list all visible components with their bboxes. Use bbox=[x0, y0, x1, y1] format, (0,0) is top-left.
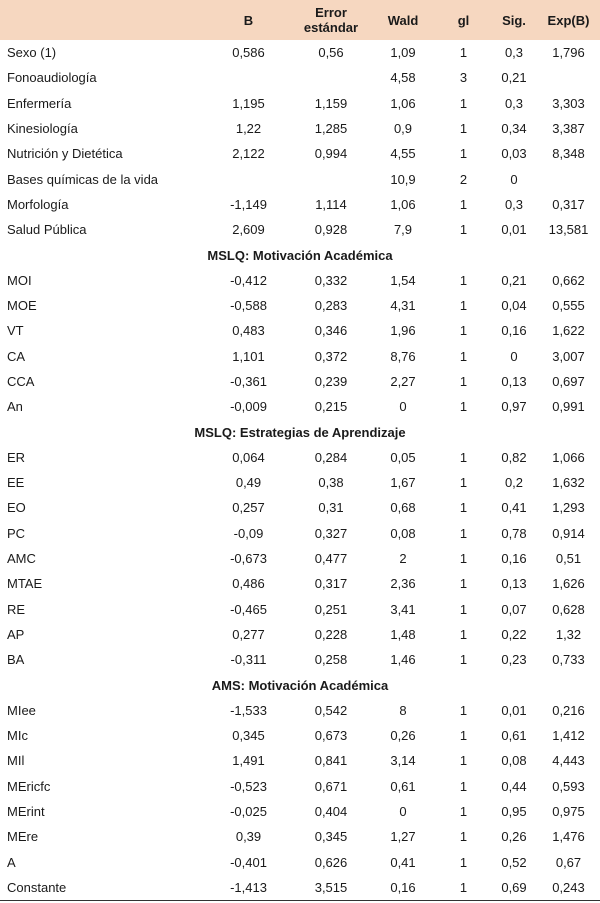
cell-std-error: 1,114 bbox=[315, 196, 347, 212]
table-header-row bbox=[0, 0, 600, 40]
cell-expb bbox=[537, 65, 600, 90]
row-label: Enfermería bbox=[7, 95, 72, 111]
table-row bbox=[0, 394, 600, 419]
cell-b: 0,39 bbox=[235, 829, 262, 845]
cell-expb: 0,51 bbox=[555, 551, 582, 567]
section-title: AMS: Motivación Académica bbox=[211, 677, 389, 693]
row-label: Bases químicas de la vida bbox=[7, 171, 159, 187]
cell-std-error: 0,251 bbox=[314, 601, 348, 617]
section-title: MSLQ: Estrategias de Aprendizaje bbox=[194, 424, 406, 440]
cell-gl: 1 bbox=[459, 323, 468, 339]
cell-wald: 1,48 bbox=[390, 626, 416, 642]
header-variable bbox=[0, 0, 205, 40]
cell-sig: 0,03 bbox=[501, 146, 527, 162]
cell-wald: 4,31 bbox=[390, 298, 416, 314]
cell-b: -0,361 bbox=[230, 374, 267, 389]
header-gl: gl bbox=[457, 12, 470, 28]
cell-sig: 0,21 bbox=[501, 272, 527, 288]
cell-wald: 1,54 bbox=[390, 272, 416, 288]
cell-expb: 3,007 bbox=[552, 348, 585, 364]
cell-b: -0,523 bbox=[230, 778, 267, 794]
cell-sig: 0,3 bbox=[504, 95, 524, 111]
cell-std-error: 0,317 bbox=[314, 576, 348, 592]
row-label: Fonoaudiología bbox=[7, 70, 97, 86]
table-row bbox=[0, 344, 600, 369]
cell-sig: 0,13 bbox=[501, 374, 527, 389]
row-label: A bbox=[7, 854, 16, 870]
cell-gl: 1 bbox=[459, 551, 468, 567]
cell-b: -0,412 bbox=[230, 272, 267, 288]
cell-std-error: 0,283 bbox=[314, 298, 348, 314]
cell-wald: 0,68 bbox=[390, 500, 416, 516]
row-label: Kinesiología bbox=[7, 121, 78, 137]
cell-std-error: 0,626 bbox=[314, 854, 348, 870]
row-label: PC bbox=[7, 525, 26, 541]
cell-std-error: 3,515 bbox=[314, 879, 348, 895]
row-label: MIl bbox=[7, 753, 25, 769]
cell-std-error: 0,258 bbox=[314, 652, 348, 668]
cell-wald: 10,9 bbox=[390, 171, 416, 187]
table-row bbox=[0, 597, 600, 622]
row-label: MEre bbox=[7, 829, 39, 845]
cell-wald: 2 bbox=[399, 551, 407, 567]
cell-std-error: 0,994 bbox=[314, 146, 348, 162]
cell-sig: 0,82 bbox=[501, 449, 527, 465]
cell-expb: 1,476 bbox=[552, 829, 585, 845]
cell-b: 2,122 bbox=[232, 146, 265, 162]
table-row bbox=[0, 546, 600, 571]
cell-gl: 3 bbox=[459, 70, 468, 86]
row-label: Nutrición y Dietética bbox=[7, 146, 123, 162]
cell-expb: 8,348 bbox=[552, 146, 585, 162]
cell-wald: 0,05 bbox=[390, 449, 416, 465]
cell-expb: 13,581 bbox=[548, 222, 589, 238]
table-row bbox=[0, 824, 600, 849]
cell-sig: 0,61 bbox=[501, 728, 527, 744]
cell-gl: 1 bbox=[459, 45, 468, 61]
cell-sig: 0,21 bbox=[501, 70, 527, 86]
cell-gl: 1 bbox=[459, 196, 468, 212]
table-row bbox=[0, 647, 600, 672]
cell-sig: 0,01 bbox=[501, 222, 527, 238]
header-wald: Wald bbox=[387, 12, 419, 28]
row-label: EO bbox=[7, 500, 26, 516]
cell-expb: 0,593 bbox=[552, 778, 585, 794]
cell-b: -0,673 bbox=[230, 551, 267, 567]
cell-wald: 3,41 bbox=[390, 601, 416, 617]
cell-std-error: 0,404 bbox=[314, 804, 348, 820]
cell-expb: 1,066 bbox=[552, 449, 585, 465]
section-title: MSLQ: Motivación Académica bbox=[207, 247, 393, 263]
table-row bbox=[0, 875, 600, 900]
cell-wald: 0 bbox=[399, 399, 407, 415]
cell-std-error: 0,671 bbox=[314, 778, 348, 794]
cell-sig: 0,07 bbox=[501, 601, 527, 617]
cell-wald: 7,9 bbox=[393, 222, 413, 238]
cell-wald: 2,27 bbox=[390, 374, 416, 389]
cell-expb: 4,443 bbox=[552, 753, 585, 769]
table-row bbox=[0, 850, 600, 875]
cell-sig: 0,13 bbox=[501, 576, 527, 592]
row-label: MEricfc bbox=[7, 778, 51, 794]
cell-expb: 3,387 bbox=[552, 121, 585, 137]
row-label: MTAE bbox=[7, 576, 43, 592]
cell-wald: 4,58 bbox=[390, 70, 416, 86]
row-label: BA bbox=[7, 652, 25, 668]
cell-b: -0,588 bbox=[230, 298, 267, 314]
cell-expb: 0,628 bbox=[552, 601, 585, 617]
cell-expb: 1,293 bbox=[552, 500, 585, 516]
cell-expb: 0,67 bbox=[555, 854, 582, 870]
cell-sig: 0,26 bbox=[501, 829, 527, 845]
row-label: CA bbox=[7, 348, 26, 364]
header-b: B bbox=[243, 12, 254, 28]
cell-expb: 1,632 bbox=[552, 475, 585, 491]
cell-gl: 1 bbox=[459, 829, 468, 845]
table-row bbox=[0, 268, 600, 293]
cell-sig: 0,2 bbox=[504, 475, 524, 491]
cell-b bbox=[205, 166, 292, 191]
cell-gl: 1 bbox=[459, 222, 468, 238]
cell-std-error: 1,159 bbox=[314, 95, 348, 111]
cell-expb: 0,243 bbox=[552, 879, 585, 895]
cell-wald: 0,61 bbox=[390, 778, 416, 794]
table-row bbox=[0, 369, 600, 394]
cell-b: -0,401 bbox=[230, 854, 267, 870]
cell-gl: 1 bbox=[459, 348, 468, 364]
section-header-row bbox=[0, 672, 600, 697]
table-row bbox=[0, 116, 600, 141]
cell-b bbox=[205, 65, 292, 90]
cell-b: -1,533 bbox=[230, 702, 267, 718]
cell-std-error: 0,346 bbox=[314, 323, 348, 339]
section-header-row bbox=[0, 419, 600, 444]
cell-b: 0,586 bbox=[232, 45, 265, 61]
cell-gl: 1 bbox=[459, 854, 468, 870]
cell-wald: 8,76 bbox=[390, 348, 416, 364]
cell-gl: 1 bbox=[459, 804, 468, 820]
cell-b: 0,064 bbox=[232, 449, 265, 465]
header-expb: Exp(B) bbox=[547, 12, 590, 28]
table-row bbox=[0, 470, 600, 495]
row-label: AP bbox=[7, 626, 25, 642]
cell-std-error: 0,345 bbox=[314, 829, 348, 845]
cell-std-error: 1,285 bbox=[314, 121, 348, 137]
cell-sig: 0,01 bbox=[501, 702, 527, 718]
table-row bbox=[0, 774, 600, 799]
cell-gl: 1 bbox=[459, 728, 468, 744]
cell-expb: 0,662 bbox=[552, 272, 585, 288]
cell-expb: 1,412 bbox=[552, 728, 585, 744]
cell-gl: 1 bbox=[459, 702, 468, 718]
row-label: AMC bbox=[7, 551, 36, 567]
cell-std-error: 0,284 bbox=[314, 449, 348, 465]
cell-expb: 1,32 bbox=[555, 626, 582, 642]
row-label: MErint bbox=[7, 804, 45, 820]
cell-gl: 1 bbox=[459, 121, 468, 137]
cell-wald: 0,26 bbox=[390, 728, 416, 744]
row-label: Morfología bbox=[7, 196, 69, 212]
cell-expb: 1,796 bbox=[552, 45, 585, 61]
cell-sig: 0 bbox=[510, 348, 518, 364]
table-row bbox=[0, 166, 600, 191]
cell-b: -0,465 bbox=[230, 601, 267, 617]
cell-wald: 0,41 bbox=[390, 854, 416, 870]
cell-expb: 0,975 bbox=[552, 804, 585, 820]
cell-wald: 0,16 bbox=[390, 879, 416, 895]
cell-std-error: 0,477 bbox=[314, 551, 348, 567]
cell-std-error: 0,239 bbox=[314, 374, 348, 389]
cell-gl: 1 bbox=[459, 298, 468, 314]
row-label: MOI bbox=[7, 272, 32, 288]
cell-sig: 0,3 bbox=[504, 196, 524, 212]
cell-expb: 0,914 bbox=[552, 525, 585, 541]
table-row bbox=[0, 65, 600, 90]
cell-sig: 0,97 bbox=[501, 399, 527, 415]
cell-gl: 1 bbox=[459, 272, 468, 288]
cell-std-error: 0,928 bbox=[314, 222, 348, 238]
cell-sig: 0,69 bbox=[501, 879, 527, 895]
cell-wald: 4,55 bbox=[390, 146, 416, 162]
cell-b: -0,09 bbox=[233, 525, 264, 541]
row-label: Sexo (1) bbox=[7, 45, 57, 61]
cell-gl: 1 bbox=[459, 146, 468, 162]
cell-gl: 1 bbox=[459, 95, 468, 111]
cell-b: 1,101 bbox=[232, 348, 265, 364]
cell-std-error: 0,56 bbox=[318, 45, 344, 61]
cell-b: 1,22 bbox=[235, 121, 262, 137]
cell-expb: 0,733 bbox=[552, 652, 585, 668]
header-std-error: Error estándar bbox=[303, 5, 359, 35]
cell-wald: 1,27 bbox=[390, 829, 416, 845]
cell-wald: 1,06 bbox=[390, 95, 416, 111]
row-label: Salud Pública bbox=[7, 222, 87, 238]
cell-std-error: 0,673 bbox=[314, 728, 348, 744]
cell-sig: 0,78 bbox=[501, 525, 527, 541]
cell-wald: 1,67 bbox=[390, 475, 416, 491]
row-label: ER bbox=[7, 449, 26, 465]
section-header-row bbox=[0, 242, 600, 267]
cell-sig: 0,08 bbox=[501, 753, 527, 769]
cell-expb: 0,555 bbox=[552, 298, 585, 314]
table-row bbox=[0, 91, 600, 116]
cell-gl: 1 bbox=[459, 601, 468, 617]
cell-b: 0,277 bbox=[232, 626, 265, 642]
header-sig: Sig. bbox=[502, 12, 526, 28]
cell-b: -1,149 bbox=[230, 196, 267, 212]
cell-b: -1,413 bbox=[230, 879, 267, 895]
table-row bbox=[0, 723, 600, 748]
cell-sig: 0,23 bbox=[501, 652, 527, 668]
cell-std-error: 0,841 bbox=[314, 753, 348, 769]
cell-wald: 1,09 bbox=[390, 45, 416, 61]
cell-wald: 3,14 bbox=[390, 753, 416, 769]
cell-sig: 0,16 bbox=[501, 551, 527, 567]
cell-sig: 0,44 bbox=[501, 778, 527, 794]
cell-sig: 0,16 bbox=[501, 323, 527, 339]
cell-sig: 0,34 bbox=[501, 121, 527, 137]
cell-std-error: 0,31 bbox=[318, 500, 344, 516]
cell-wald: 1,06 bbox=[390, 196, 416, 212]
cell-gl: 1 bbox=[459, 576, 468, 592]
cell-wald: 1,96 bbox=[390, 323, 416, 339]
table-row bbox=[0, 445, 600, 470]
cell-sig: 0,41 bbox=[501, 500, 527, 516]
cell-std-error: 0,542 bbox=[314, 702, 348, 718]
table-row bbox=[0, 217, 600, 242]
cell-gl: 1 bbox=[459, 626, 468, 642]
cell-b: 0,483 bbox=[232, 323, 265, 339]
table-row bbox=[0, 521, 600, 546]
table-row bbox=[0, 748, 600, 773]
row-label: VT bbox=[7, 323, 24, 339]
cell-wald: 0,9 bbox=[393, 121, 413, 137]
table-row bbox=[0, 799, 600, 824]
cell-sig: 0,52 bbox=[501, 854, 527, 870]
cell-wald: 8 bbox=[399, 702, 407, 718]
row-label: MOE bbox=[7, 298, 37, 314]
cell-expb: 0,317 bbox=[552, 196, 585, 212]
cell-gl: 1 bbox=[459, 475, 468, 491]
cell-gl: 1 bbox=[459, 374, 468, 389]
row-label: An bbox=[7, 399, 23, 415]
table-body bbox=[0, 40, 600, 900]
cell-b: -0,311 bbox=[230, 652, 267, 668]
cell-wald: 1,46 bbox=[390, 652, 416, 668]
table-row bbox=[0, 622, 600, 647]
cell-b: -0,009 bbox=[230, 399, 267, 415]
cell-b: 0,257 bbox=[232, 500, 265, 516]
row-label: Constante bbox=[7, 879, 67, 895]
cell-gl: 1 bbox=[459, 449, 468, 465]
cell-sig: 0,04 bbox=[501, 298, 527, 314]
cell-sig: 0 bbox=[510, 171, 518, 187]
cell-b: 1,195 bbox=[232, 95, 265, 111]
cell-std-error: 0,38 bbox=[318, 475, 344, 491]
cell-gl: 2 bbox=[459, 171, 468, 187]
row-label: MIee bbox=[7, 702, 36, 718]
table-row bbox=[0, 40, 600, 65]
cell-b: 1,491 bbox=[232, 753, 265, 769]
cell-sig: 0,95 bbox=[501, 804, 527, 820]
cell-std-error: 0,327 bbox=[314, 525, 348, 541]
cell-std-error: 0,228 bbox=[314, 626, 348, 642]
cell-wald: 0,08 bbox=[390, 525, 416, 541]
table-row bbox=[0, 698, 600, 723]
cell-wald: 2,36 bbox=[390, 576, 416, 592]
table-row bbox=[0, 141, 600, 166]
cell-expb: 3,303 bbox=[552, 95, 585, 111]
cell-std-error: 0,215 bbox=[314, 399, 348, 415]
table-row bbox=[0, 571, 600, 596]
cell-std-error: 0,372 bbox=[314, 348, 348, 364]
cell-std-error bbox=[292, 65, 370, 90]
cell-gl: 1 bbox=[459, 879, 468, 895]
cell-sig: 0,22 bbox=[501, 626, 527, 642]
row-label: RE bbox=[7, 601, 26, 617]
cell-b: 0,49 bbox=[235, 475, 262, 491]
cell-b: -0,025 bbox=[230, 804, 267, 820]
cell-gl: 1 bbox=[459, 500, 468, 516]
cell-gl: 1 bbox=[459, 753, 468, 769]
cell-b: 0,486 bbox=[232, 576, 265, 592]
table-row bbox=[0, 192, 600, 217]
table-row bbox=[0, 293, 600, 318]
cell-expb: 0,991 bbox=[552, 399, 585, 415]
cell-expb: 0,697 bbox=[552, 374, 585, 389]
cell-b: 2,609 bbox=[232, 222, 265, 238]
cell-gl: 1 bbox=[459, 652, 468, 668]
cell-expb bbox=[537, 166, 600, 191]
cell-expb: 1,626 bbox=[552, 576, 585, 592]
cell-gl: 1 bbox=[459, 525, 468, 541]
cell-sig: 0,3 bbox=[504, 45, 524, 61]
cell-b: 0,345 bbox=[232, 728, 265, 744]
cell-gl: 1 bbox=[459, 778, 468, 794]
cell-gl: 1 bbox=[459, 399, 468, 415]
cell-std-error bbox=[292, 166, 370, 191]
cell-std-error: 0,332 bbox=[314, 272, 348, 288]
cell-expb: 0,216 bbox=[552, 702, 585, 718]
row-label: CCA bbox=[7, 374, 35, 389]
table-row bbox=[0, 495, 600, 520]
table-row bbox=[0, 318, 600, 343]
row-label: MIc bbox=[7, 728, 28, 744]
cell-expb: 1,622 bbox=[552, 323, 585, 339]
cell-wald: 0 bbox=[399, 804, 407, 820]
row-label: EE bbox=[7, 475, 25, 491]
